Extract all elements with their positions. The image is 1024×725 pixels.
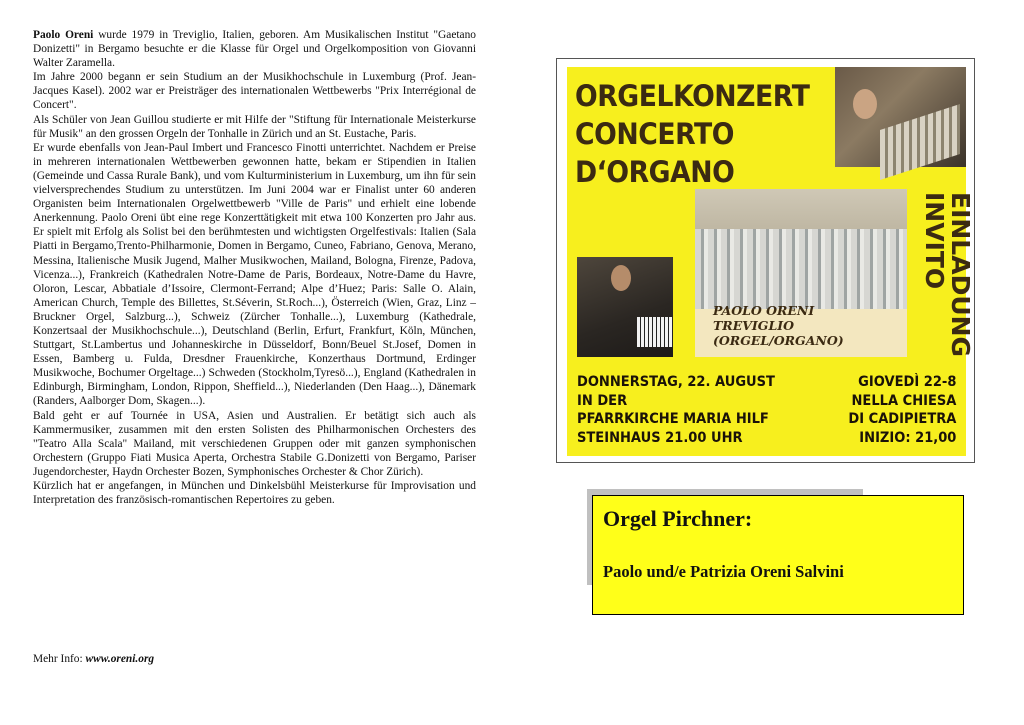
performer-line-1: PAOLO ORENI bbox=[713, 303, 815, 318]
bio-paragraph-6: Kürzlich hat er angefangen, in München und Dinkelsbühl Meisterkurse für Improvisation und Interpretation des französisch-romantischen Repertoires zu geben. bbox=[33, 480, 476, 507]
info-box-title: Orgel Pirchner: bbox=[603, 506, 753, 531]
details-de-line: DONNERSTAG, 22. AUGUST bbox=[577, 374, 775, 390]
bio-paragraph-5: Bald geht er auf Tournée in USA, Asien und Australien. Er betätigt sich auch als Kammermusiker, zusammen mit den ersten Solisten des Philharmonischen Orchesters des "Teatro Alla Scala" Mailand, mit verschiedenen Gruppen oder mit ganzen symphonischen Orchestern (Gruppo Fiati Musica Aperta, Orchestra Stabile G.Donizetti von Bergamo, Pariser Jugendorchester, Haydn Orchester Bozen, Symphonisches Orchester & Chor Zürich). bbox=[33, 409, 476, 478]
organist-head bbox=[853, 89, 877, 119]
organist-head-bottom bbox=[611, 265, 631, 291]
details-it-line: INIZIO: 21,00 bbox=[858, 429, 956, 446]
organ-info-box bbox=[592, 495, 964, 615]
poster-performer bbox=[713, 303, 844, 348]
more-info bbox=[33, 652, 154, 666]
poster-title-line-1: ORGELKONZERT bbox=[575, 79, 810, 113]
organist-photo-bottom bbox=[577, 257, 673, 357]
bio-paragraph-3: Als Schüler von Jean Guillou studierte er mit Hilfe der "Stiftung für Internationale Meisterkurse für Musik" an den grossen Orgeln der Tonhalle in Zürich und an St. Eustache, Paris. bbox=[33, 113, 476, 140]
invitation-de: EINLADUNG bbox=[946, 192, 975, 358]
website-link[interactable]: www.oreni.org bbox=[85, 653, 155, 665]
details-it-line: DI CADIPIETRA bbox=[847, 411, 956, 427]
organ-case-top bbox=[695, 189, 907, 229]
organist-photo-top bbox=[835, 67, 966, 167]
performer-name: Paolo Oreni bbox=[33, 29, 94, 41]
concert-details-german bbox=[577, 373, 775, 447]
poster-title-line-2: CONCERTO bbox=[575, 117, 734, 151]
biography-text bbox=[33, 28, 476, 507]
bio-paragraph-4: Er wurde ebenfalls von Jean-Paul Imbert und Francesco Finotti unterrichtet. Nachdem er Preise in mehreren internationalen Wettbewerben gewonnen hatte, bekam er Stipendien in Italien (Gemeinde und Cassa Rurale Bank), und vom Kulturministerium in Luxemburg, um ihn für sein vielversprechendes Studium zu unterstützen. Im Juni 2004 war er Finalist unter 60 anderen Organisten beim Internationalen Orgelwettbewerb "Ville de Paris" und erhielt eine lobende Anerkennung. Paolo Oreni übt eine rege Konzerttätigkeit mit etwa 100 Konzerten pro Jahr aus. Er spielt mit Erfolg als Solist bei den berühmtesten und wichtigsten Orgelfestivals: Italien (Sala Piatti in Bergamo,Trento-Philharmonie, Domen in Bergamo, Cuneo, Fabriano, Genova, Merano, Messina, Italienische Musik Jugend, Malher Musikwochen, Mailand, Bologna, Firenze, Padova, Vicenza...), Frankreich (Kathedralen Notre-Dame de Paris, Bordeaux, Notre-Dame du Havre, Oloron, Lescar, Abbatiale d’Issoire, Clermont-Ferrand; Alpe d’Huez; Paris: Salle O. Alain, American Church, Temple des Billettes, St.Séverin, St.Roch...), Österreich (Wien, Graz, Linz – Bruckner Orgel, Salzburg...), Schweiz (Zürcher Tonhalle...), Luxemburg (Kathedrale, Konzertsaal der Musikhochschule...), Deutschland (Berlin, Erfurt, Frankfurt, Köln, München, Stuttgart, St.Lambertus und Johanneskirche in Düsseldorf, Bonn/Beuel St.Josef, Domen in Essen, Bamberg u. Fulda, Dresdner Frauenkirche, Konzerthaus Dortmund, Erdinger Musikwoche, Bochumer Orgeltage...) Schweden (Stockholm,Tyresö...), England (Kathedralen in Edinburgh, Birmingham, London, Rippon, Sheffield...), Niederlanden (Den Haag...), Dänemark (Randers, Aalborger Dom, Skagen...). bbox=[33, 141, 476, 408]
organ-keyboard bbox=[637, 317, 673, 347]
concert-poster bbox=[567, 67, 975, 456]
poster-title-line-3: D‘ORGANO bbox=[575, 155, 735, 189]
concert-details-italian bbox=[848, 373, 956, 447]
info-box-names: Paolo und/e Patrizia Oreni Salvini bbox=[603, 562, 844, 581]
more-info-label: Mehr Info: bbox=[33, 653, 86, 665]
details-it-line: NELLA CHIESA bbox=[851, 392, 956, 409]
bio-paragraph-2: Im Jahre 2000 begann er sein Studium an der Musikhochschule in Luxemburg (Prof. Jean-Jacques Kasel). 2002 war er Preisträger des internationalen Wettbewerbs "Prix Interrégional de Concert". bbox=[33, 71, 476, 112]
invitation-vertical bbox=[913, 192, 973, 392]
performer-line-2: TREVIGLIO bbox=[713, 318, 794, 333]
concert-poster-frame bbox=[556, 58, 975, 463]
details-de-line: STEINHAUS 21.00 UHR bbox=[577, 429, 743, 446]
details-de-line: PFARRKIRCHE MARIA HILF bbox=[577, 411, 769, 427]
performer-line-3: (ORGEL/ORGANO) bbox=[713, 333, 844, 348]
invitation-it: INVITO bbox=[920, 192, 949, 290]
details-it-line: GIOVEDÌ 22-8 bbox=[857, 374, 956, 390]
bio-paragraph-1: Paolo Oreni wurde 1979 in Treviglio, Italien, geboren. Am Musikalischen Institut "Gaetano Donizetti" in Bergamo besuchte er die Klasse für Orgel und Orgelkomposition von Giovanni Walter Zaramella. bbox=[33, 29, 476, 70]
console-keys bbox=[880, 104, 960, 180]
details-de-line: IN DER bbox=[577, 392, 628, 409]
